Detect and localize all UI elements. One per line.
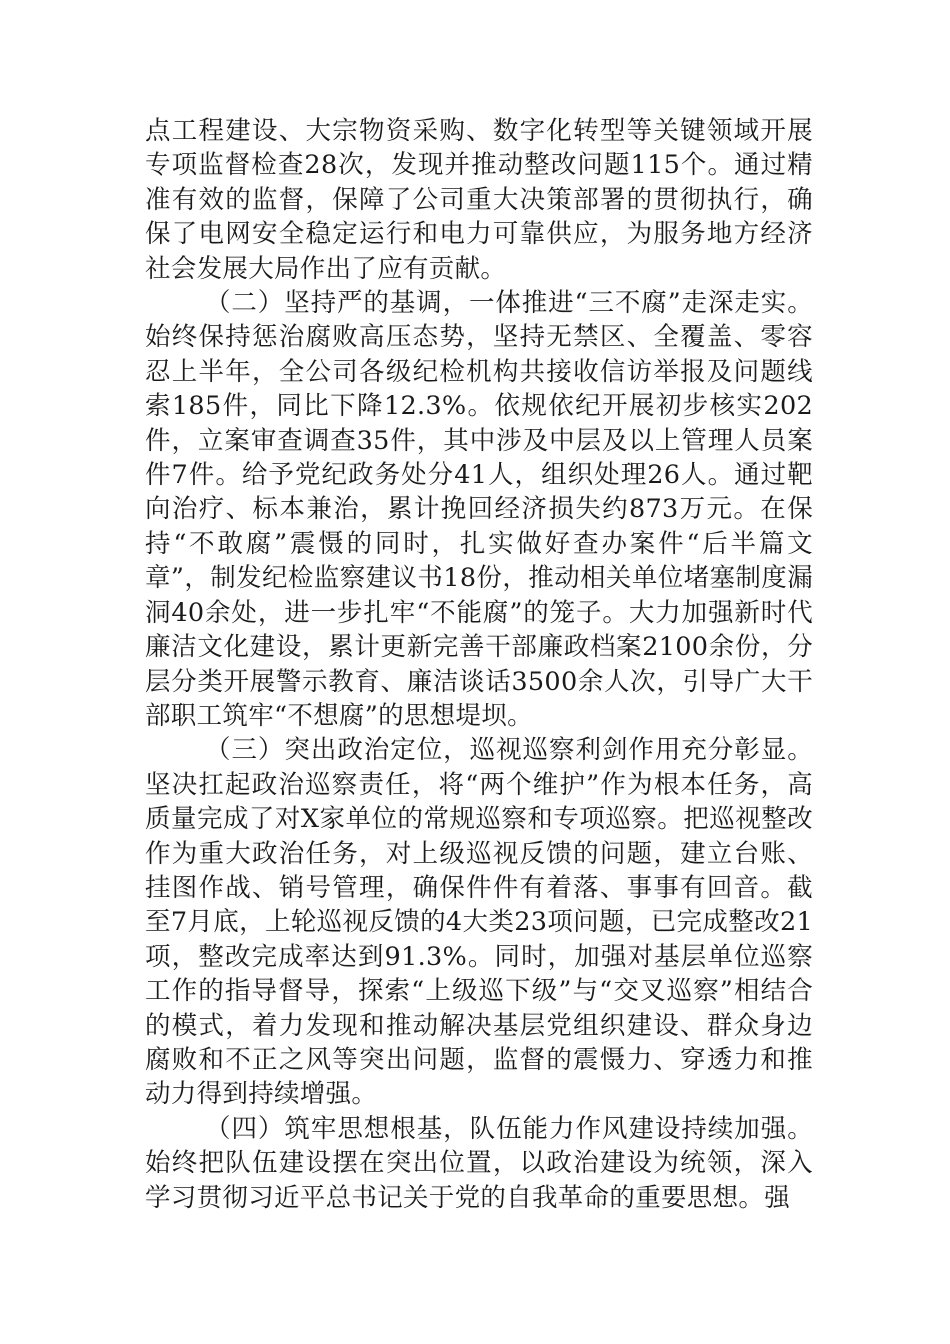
paragraph-section-four: （四）筑牢思想根基，队伍能力作风建设持续加强。始终把队伍建设摆在突出位置，以政治建设为统领，深入学习贯彻习近平总书记关于党的自我革命的重要思想。强 bbox=[145, 1113, 813, 1213]
paragraph-section-three: （三）突出政治定位，巡视巡察利剑作用充分彰显。坚决扛起政治巡察责任，将“两个维护”作为根本任务，高质量完成了对X家单位的常规巡察和专项巡察。把巡视整改作为重大政治任务，对上级巡视反馈的问题，建立台账、挂图作战、销号管理，确保件件有着落、事事有回音。截至7月底，上轮巡视反馈的4大类23项问题，已完成整改21项，整改完成率达到91.3%。同时，加强对基层单位巡察工作的指导督导，探索“上级巡下级”与“交叉巡察”相结合的模式，着力发现和推动解决基层党组织建设、群众身边腐败和不正之风等突出问题，监督的震慑力、穿透力和推动力得到持续增强。 bbox=[145, 735, 813, 1110]
paragraph-section-two: （二）坚持严的基调，一体推进“三不腐”走深走实。始终保持惩治腐败高压态势，坚持无禁区、全覆盖、零容忍上半年，全公司各级纪检机构共接收信访举报及问题线索185件，同比下降12.3%。依规依纪开展初步核实202件，立案审查调查35件，其中涉及中层及以上管理人员案件7件。给予党纪政务处分41人，组织处理26人。通过靶向治疗、标本兼治，累计挽回经济损失约873万元。在保持“不敢腐”震慑的同时，扎实做好查办案件“后半篇文章”，制发纪检监察建议书18份，推动相关单位堵塞制度漏洞40余处，进一步扎牢“不能腐”的笼子。大力加强新时代廉洁文化建设，累计更新完善干部廉政档案2100余份，分层分类开展警示教育、廉洁谈话3500余人次，引导广大干部职工筑牢“不想腐”的思想堤坝。 bbox=[145, 288, 813, 731]
paragraph-continuation: 点工程建设、大宗物资采购、数字化转型等关键领域开展专项监督检查28次，发现并推动整改问题115个。通过精准有效的监督，保障了公司重大决策部署的贯彻执行，确保了电网安全稳定运行和电力可靠供应，为服务地方经济社会发展大局作出了应有贡献。 bbox=[145, 116, 813, 284]
document-body bbox=[145, 114, 813, 1215]
